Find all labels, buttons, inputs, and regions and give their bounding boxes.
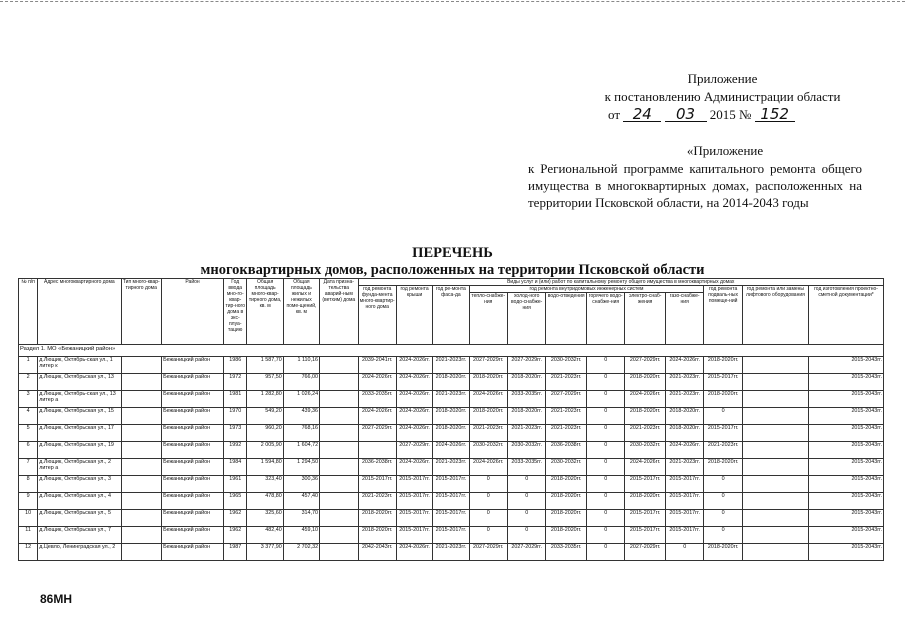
facade-cell: 2021-2023гг. (433, 391, 469, 408)
table-row (19, 510, 884, 527)
address-cell: д.Лющик, Октябрь-ская ул., 1 литер к (38, 357, 121, 374)
table-body (19, 345, 884, 561)
header-basement: год ремонта подваль-ных помеще-ний (704, 286, 742, 345)
hot-water-cell: 0 (586, 459, 624, 476)
design-docs-cell: 2015-2043гг. (809, 391, 884, 408)
basement-cell: 0 (704, 510, 742, 527)
living-area-cell: 314,70 (283, 510, 319, 527)
hot-water-cell: 0 (586, 408, 624, 425)
electric-cell: 2024-2026гг. (625, 459, 666, 476)
district-cell: Бежаницкий район (162, 408, 224, 425)
heating-cell: 2024-2026гг. (469, 459, 507, 476)
row-number: 3 (19, 391, 38, 408)
address-cell: д.Лющик, Октябрьская ул., 3 (38, 476, 121, 493)
design-docs-cell: 2015-2043гг. (809, 527, 884, 544)
basement-cell: 2021-2023гг. (704, 442, 742, 459)
facade-cell: 2015-2017гг. (433, 527, 469, 544)
year-cell: 1962 (223, 510, 246, 527)
heating-cell: 2030-2032гг. (469, 442, 507, 459)
date-prefix: от (608, 107, 621, 122)
foundation-cell: 2018-2020гг. (358, 527, 396, 544)
electric-cell: 2024-2026гг. (625, 391, 666, 408)
drainage-cell: 2027-2029гг. (546, 391, 587, 408)
hot-water-cell: 0 (586, 476, 624, 493)
living-area-cell: 439,36 (283, 408, 319, 425)
drainage-cell: 2021-2023гг. (546, 425, 587, 442)
table-row (19, 527, 884, 544)
cold-water-cell: 0 (507, 493, 545, 510)
table-row (19, 374, 884, 391)
header-cold-water: холод-ного водо-снабже-ния (507, 293, 545, 345)
drainage-cell: 2030-2032гг. (546, 357, 587, 374)
row-number: 7 (19, 459, 38, 476)
gas-cell: 2021-2023гг. (665, 374, 703, 391)
basement-cell: 0 (704, 408, 742, 425)
type-cell (121, 527, 162, 544)
electric-cell: 2015-2017гг. (625, 527, 666, 544)
year-cell: 1962 (223, 527, 246, 544)
hot-water-cell: 0 (586, 374, 624, 391)
gas-cell: 2015-2017гг. (665, 527, 703, 544)
total-area-cell: 549,20 (247, 408, 283, 425)
elevator-cell (742, 527, 808, 544)
emergency-date-cell (320, 459, 358, 476)
header-drainage: водо-отведения (546, 293, 587, 345)
emergency-date-cell (320, 493, 358, 510)
district-cell: Бежаницкий район (162, 357, 224, 374)
facade-cell: 2015-2017гг. (433, 493, 469, 510)
foundation-cell: 2024-2026гг. (358, 408, 396, 425)
row-number: 6 (19, 442, 38, 459)
basement-cell: 2018-2020гг. (704, 357, 742, 374)
address-cell: д.Лющик, Октябрь-ская ул., 13 литер а (38, 391, 121, 408)
design-docs-cell: 2015-2043гг. (809, 476, 884, 493)
header-works-group: Виды услуг и (или) работ по капитальному ремонту общего имущества в многоквартирных домах (358, 279, 884, 286)
houses-table (18, 278, 884, 561)
total-area-cell: 3 377,90 (247, 544, 283, 561)
header-internal-systems: год ремонта внутридомовых инженерных систем (469, 286, 704, 293)
section-header: Раздел 1. МО «Бежаницкий район» (19, 345, 884, 357)
basement-cell: 2015-2017гг. (704, 425, 742, 442)
facade-cell: 2018-2020гг. (433, 408, 469, 425)
foundation-cell: 2039-2041гг. (358, 357, 396, 374)
cold-water-cell: 0 (507, 510, 545, 527)
emergency-date-cell (320, 510, 358, 527)
foundation-cell: 2024-2026гг. (358, 374, 396, 391)
design-docs-cell: 2015-2043гг. (809, 357, 884, 374)
row-number: 5 (19, 425, 38, 442)
heating-cell: 0 (469, 510, 507, 527)
heating-cell: 2018-2020гг. (469, 408, 507, 425)
gas-cell: 2015-2017гг. (665, 493, 703, 510)
header-hot-water: горячего водо-снабже-ния (586, 293, 624, 345)
emergency-date-cell (320, 544, 358, 561)
total-area-cell: 1 282,80 (247, 391, 283, 408)
foundation-cell: 2033-2035гг. (358, 391, 396, 408)
emergency-date-cell (320, 425, 358, 442)
gas-cell: 2015-2017гг. (665, 510, 703, 527)
living-area-cell: 457,40 (283, 493, 319, 510)
address-cell: д.Лющик, Октябрьская ул., 5 (38, 510, 121, 527)
roof-cell: 2024-2026гг. (396, 357, 432, 374)
design-docs-cell: 2015-2043гг. (809, 510, 884, 527)
living-area-cell: 1 026,24 (283, 391, 319, 408)
elevator-cell (742, 408, 808, 425)
basement-cell: 2018-2020гг. (704, 459, 742, 476)
basement-cell: 0 (704, 527, 742, 544)
type-cell (121, 408, 162, 425)
appendix-date-line (608, 106, 893, 123)
hot-water-cell: 0 (586, 442, 624, 459)
table-row (19, 544, 884, 561)
emergency-date-cell (320, 374, 358, 391)
emergency-date-cell (320, 442, 358, 459)
roof-cell: 2024-2026гг. (396, 391, 432, 408)
design-docs-cell: 2015-2043гг. (809, 459, 884, 476)
facade-cell: 2021-2023гг. (433, 544, 469, 561)
elevator-cell (742, 544, 808, 561)
total-area-cell: 325,60 (247, 510, 283, 527)
table-row (19, 493, 884, 510)
type-cell (121, 425, 162, 442)
design-docs-cell: 2015-2043гг. (809, 425, 884, 442)
facade-cell: 2015-2017гг. (433, 476, 469, 493)
appendix2-title: «Приложение (686, 143, 764, 158)
basement-cell: 2018-2020гг. (704, 544, 742, 561)
design-docs-cell: 2015-2043гг. (809, 442, 884, 459)
date-year: 2015 № (709, 107, 752, 122)
row-number: 2 (19, 374, 38, 391)
address-cell: д.Лющик, Октябрьская ул., 15 (38, 408, 121, 425)
basement-cell: 0 (704, 493, 742, 510)
header-num: № п/п (19, 279, 38, 345)
roof-cell: 2015-2017гг. (396, 527, 432, 544)
electric-cell: 2018-2020гг. (625, 408, 666, 425)
cold-water-cell: 2033-2035гг. (507, 391, 545, 408)
table-row (19, 391, 884, 408)
hot-water-cell: 0 (586, 544, 624, 561)
drainage-cell: 2021-2023гг. (546, 374, 587, 391)
elevator-cell (742, 357, 808, 374)
address-cell: д.Лющик, Октябрьская ул., 2 литер а (38, 459, 121, 476)
gas-cell: 2024-2026гг. (665, 442, 703, 459)
roof-cell: 2024-2026гг. (396, 544, 432, 561)
year-cell: 1987 (223, 544, 246, 561)
design-docs-cell: 2015-2043гг. (809, 408, 884, 425)
elevator-cell (742, 425, 808, 442)
header-type: Тип много-квар-тирного дома (121, 279, 162, 345)
elevator-cell (742, 510, 808, 527)
header-heating: тепло-снабже-ния (469, 293, 507, 345)
type-cell (121, 510, 162, 527)
roof-cell: 2015-2017гг. (396, 510, 432, 527)
year-cell: 1972 (223, 374, 246, 391)
gas-cell: 2024-2026гг. (665, 357, 703, 374)
appendix-decree: к постановлению Администрации области (604, 89, 841, 104)
total-area-cell: 1 587,70 (247, 357, 283, 374)
document-subtitle: многоквартирных домов, расположенных на территории Псковской области (200, 262, 705, 278)
hot-water-cell: 0 (586, 493, 624, 510)
heating-cell: 2018-2020гг. (469, 374, 507, 391)
year-cell: 1970 (223, 408, 246, 425)
header-facade: год ре-монта фаса-да (433, 286, 469, 345)
emergency-date-cell (320, 527, 358, 544)
hot-water-cell: 0 (586, 357, 624, 374)
drainage-cell: 2018-2020гг. (546, 527, 587, 544)
roof-cell: 2024-2026гг. (396, 408, 432, 425)
year-cell: 1984 (223, 459, 246, 476)
header-elevator: год ремонта или замены лифтового оборудования (742, 286, 808, 345)
district-cell: Бежаницкий район (162, 391, 224, 408)
electric-cell: 2018-2020гг. (625, 374, 666, 391)
page-top-border (0, 1, 905, 2)
emergency-date-cell (320, 357, 358, 374)
year-cell: 1986 (223, 357, 246, 374)
table-row (19, 357, 884, 374)
elevator-cell (742, 374, 808, 391)
type-cell (121, 374, 162, 391)
heating-cell: 2024-2026гг. (469, 391, 507, 408)
cold-water-cell: 2030-2032гг. (507, 442, 545, 459)
foundation-cell: 2021-2023гг. (358, 493, 396, 510)
gas-cell: 2021-2023гг. (665, 391, 703, 408)
drainage-cell: 2018-2020гг. (546, 493, 587, 510)
heating-cell: 0 (469, 493, 507, 510)
row-number: 1 (19, 357, 38, 374)
living-area-cell: 300,36 (283, 476, 319, 493)
table-row (19, 459, 884, 476)
roof-cell: 2024-2026гг. (396, 425, 432, 442)
facade-cell: 2018-2020гг. (433, 425, 469, 442)
header-gas: газо-снабже-ния (665, 293, 703, 345)
elevator-cell (742, 493, 808, 510)
handwritten-number: 152 (755, 107, 795, 122)
electric-cell: 2015-2017гг. (625, 476, 666, 493)
living-area-cell: 766,00 (283, 374, 319, 391)
table-row (19, 425, 884, 442)
facade-cell: 2021-2023гг. (433, 357, 469, 374)
handwritten-month: 03 (665, 107, 707, 122)
header-total-area: Общая площадь много-квар-тирного дома, кв. м (247, 279, 283, 345)
district-cell: Бежаницкий район (162, 442, 224, 459)
gas-cell: 0 (665, 544, 703, 561)
header-year: Год ввода мно-го-квар-тир-ного дома в экс-плуа-тацию (223, 279, 246, 345)
year-cell: 1992 (223, 442, 246, 459)
emergency-date-cell (320, 476, 358, 493)
roof-cell: 2027-2029гг. (396, 442, 432, 459)
address-cell: д.Лющик, Октябрьская ул., 17 (38, 425, 121, 442)
year-cell: 1981 (223, 391, 246, 408)
roof-cell: 2024-2026гг. (396, 459, 432, 476)
type-cell (121, 476, 162, 493)
heating-cell: 2027-2029гг. (469, 544, 507, 561)
type-cell (121, 493, 162, 510)
elevator-cell (742, 476, 808, 493)
heating-cell: 0 (469, 476, 507, 493)
roof-cell: 2015-2017гг. (396, 493, 432, 510)
year-cell: 1973 (223, 425, 246, 442)
emergency-date-cell (320, 391, 358, 408)
cold-water-cell: 2018-2020гг. (507, 374, 545, 391)
district-cell: Бежаницкий район (162, 544, 224, 561)
cold-water-cell: 2033-2035гг. (507, 459, 545, 476)
roof-cell: 2015-2017гг. (396, 476, 432, 493)
foundation-cell: 2027-2029гг. (358, 425, 396, 442)
total-area-cell: 2 005,90 (247, 442, 283, 459)
living-area-cell: 1 294,50 (283, 459, 319, 476)
emergency-date-cell (320, 408, 358, 425)
hot-water-cell: 0 (586, 510, 624, 527)
row-number: 4 (19, 408, 38, 425)
cold-water-cell: 0 (507, 527, 545, 544)
header-emergency-date: Дата призна-тельства аварий-ным (ветхим) дома (320, 279, 358, 345)
drainage-cell: 2036-2038гг. (546, 442, 587, 459)
appendix2-text: к Региональной программе капитального ремонта общего имущества в многоквартирных домах, расположенных на территории Псковской области, на 2014-2043 годы (528, 161, 862, 210)
row-number: 9 (19, 493, 38, 510)
cold-water-cell: 2021-2023гг. (507, 425, 545, 442)
document-title: ПЕРЕЧЕНЬ (412, 245, 493, 261)
total-area-cell: 960,20 (247, 425, 283, 442)
foundation-cell: 2015-2017гг. (358, 476, 396, 493)
address-cell: д.Лющик, Октябрьская ул., 19 (38, 442, 121, 459)
foundation-cell: 2036-2038гг. (358, 459, 396, 476)
total-area-cell: 478,80 (247, 493, 283, 510)
basement-cell: 0 (704, 476, 742, 493)
hot-water-cell: 0 (586, 391, 624, 408)
header-electric: электро-снаб-жения (625, 293, 666, 345)
address-cell: д.Цевло, Ленинградская ул., 2 (38, 544, 121, 561)
type-cell (121, 442, 162, 459)
district-cell: Бежаницкий район (162, 476, 224, 493)
facade-cell: 2021-2023гг. (433, 459, 469, 476)
living-area-cell: 1 604,72 (283, 442, 319, 459)
electric-cell: 2027-2029гг. (625, 357, 666, 374)
type-cell (121, 544, 162, 561)
electric-cell: 2015-2017гг. (625, 510, 666, 527)
design-docs-cell: 2015-2043гг. (809, 493, 884, 510)
header-district: Район (162, 279, 224, 345)
cold-water-cell: 0 (507, 476, 545, 493)
electric-cell: 2030-2032гг. (625, 442, 666, 459)
district-cell: Бежаницкий район (162, 374, 224, 391)
hot-water-cell: 0 (586, 527, 624, 544)
elevator-cell (742, 391, 808, 408)
gas-cell: 2021-2023гг. (665, 459, 703, 476)
cold-water-cell: 2018-2020гг. (507, 408, 545, 425)
district-cell: Бежаницкий район (162, 493, 224, 510)
gas-cell: 2015-2017гг. (665, 476, 703, 493)
district-cell: Бежаницкий район (162, 510, 224, 527)
header-address: Адрес многоквартирного дома (38, 279, 121, 345)
drainage-cell: 2030-2032гг. (546, 459, 587, 476)
design-docs-cell: 2015-2043гг. (809, 374, 884, 391)
row-number: 10 (19, 510, 38, 527)
drainage-cell: 2021-2023гг. (546, 408, 587, 425)
header-design-docs: год изготовления проектно-сметной документации* (809, 286, 884, 345)
basement-cell: 2015-2017гг. (704, 374, 742, 391)
row-number: 8 (19, 476, 38, 493)
hot-water-cell: 0 (586, 425, 624, 442)
address-cell: д.Лющик, Октябрьская ул., 7 (38, 527, 121, 544)
design-docs-cell: 2015-2043гг. (809, 544, 884, 561)
cold-water-cell: 2027-2029гг. (507, 544, 545, 561)
electric-cell: 2018-2020гг. (625, 493, 666, 510)
basement-cell: 2018-2020гг. (704, 391, 742, 408)
elevator-cell (742, 459, 808, 476)
heating-cell: 0 (469, 527, 507, 544)
facade-cell: 2024-2026гг. (433, 442, 469, 459)
type-cell (121, 357, 162, 374)
year-cell: 1965 (223, 493, 246, 510)
table-row (19, 408, 884, 425)
total-area-cell: 957,50 (247, 374, 283, 391)
electric-cell: 2027-2029гг. (625, 544, 666, 561)
year-cell: 1961 (223, 476, 246, 493)
footer-code: 86МН (40, 592, 73, 606)
foundation-cell: 2018-2020гг. (358, 510, 396, 527)
type-cell (121, 459, 162, 476)
district-cell: Бежаницкий район (162, 459, 224, 476)
living-area-cell: 768,16 (283, 425, 319, 442)
district-cell: Бежаницкий район (162, 527, 224, 544)
table-row (19, 476, 884, 493)
drainage-cell: 2018-2020гг. (546, 476, 587, 493)
total-area-cell: 482,40 (247, 527, 283, 544)
foundation-cell (358, 442, 396, 459)
electric-cell: 2021-2023гг. (625, 425, 666, 442)
cold-water-cell: 2027-2029гг. (507, 357, 545, 374)
row-number: 11 (19, 527, 38, 544)
drainage-cell: 2033-2035гг. (546, 544, 587, 561)
roof-cell: 2024-2026гг. (396, 374, 432, 391)
living-area-cell: 2 702,32 (283, 544, 319, 561)
heating-cell: 2027-2029гг. (469, 357, 507, 374)
living-area-cell: 459,10 (283, 527, 319, 544)
gas-cell: 2018-2020гг. (665, 425, 703, 442)
address-cell: д.Лющик, Октябрьская ул., 4 (38, 493, 121, 510)
appendix-title: Приложение (687, 71, 758, 86)
type-cell (121, 391, 162, 408)
header-living-area: Общая площадь жилых и нежилых поме-щений, кв. м (283, 279, 319, 345)
gas-cell: 2018-2020гг. (665, 408, 703, 425)
facade-cell: 2015-2017гг. (433, 510, 469, 527)
row-number: 12 (19, 544, 38, 561)
foundation-cell: 2042-2043гг. (358, 544, 396, 561)
address-cell: д.Лющик, Октябрьская ул., 13 (38, 374, 121, 391)
handwritten-day: 24 (623, 107, 661, 122)
header-roof: год ремонта крыши (396, 286, 432, 345)
district-cell: Бежаницкий район (162, 425, 224, 442)
elevator-cell (742, 442, 808, 459)
drainage-cell: 2018-2020гг. (546, 510, 587, 527)
total-area-cell: 1 594,80 (247, 459, 283, 476)
table-row (19, 442, 884, 459)
header-foundation: год ремонта фунда-мента много-квартир-ного дома (358, 286, 396, 345)
total-area-cell: 323,40 (247, 476, 283, 493)
facade-cell: 2018-2020гг. (433, 374, 469, 391)
living-area-cell: 1 110,16 (283, 357, 319, 374)
heating-cell: 2021-2023гг. (469, 425, 507, 442)
